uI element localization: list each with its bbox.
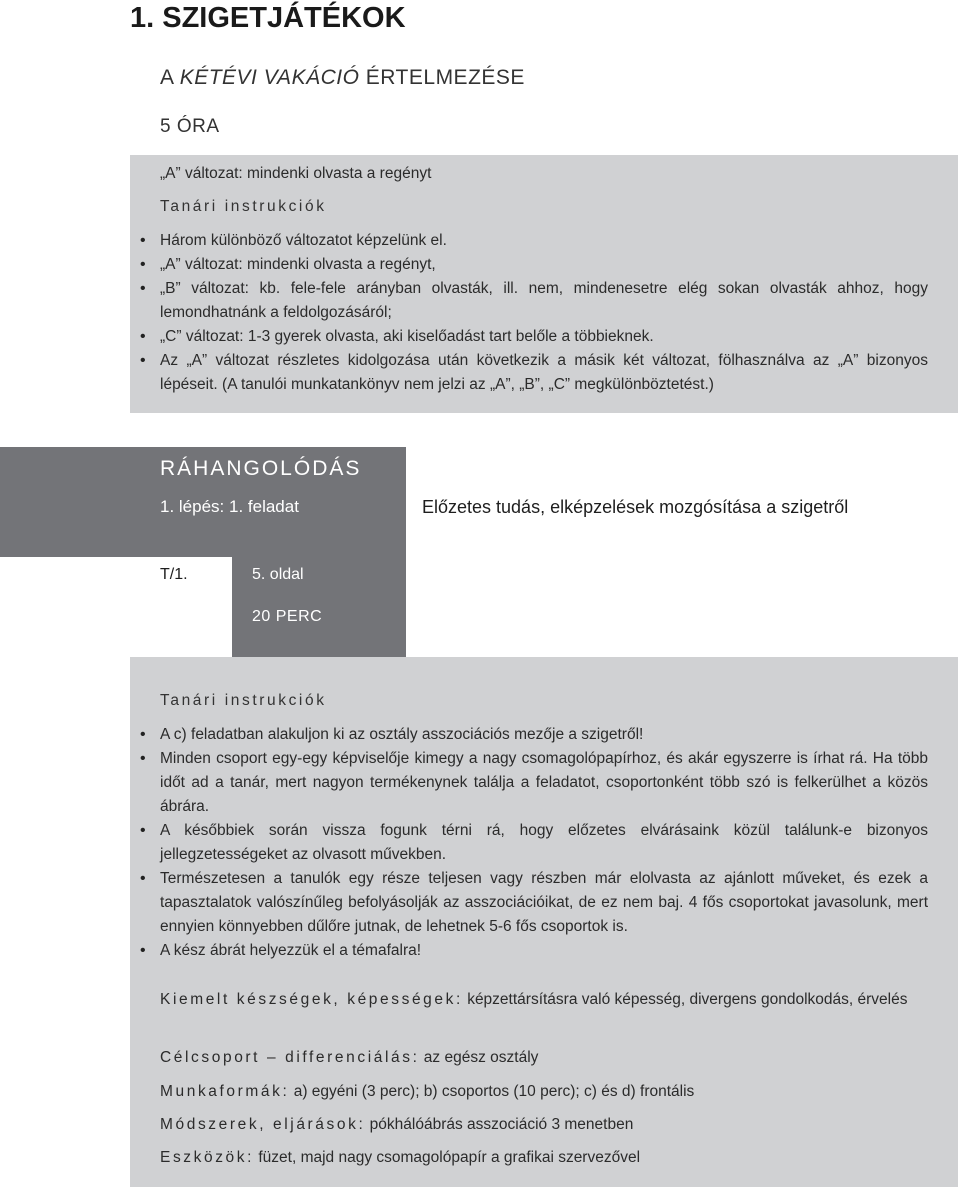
methods-value: pókhálóábrás asszociáció 3 menetben — [369, 1116, 634, 1133]
tools-label: Eszközök: — [160, 1149, 255, 1166]
bullet-list — [160, 229, 928, 397]
list-item: • Az „A” változat részletes kidolgozása után következik a másik két változat, fölhasználva az „A” bizonyos lépéseit. (A tanulói munkatankönyv nem jelzi az „A”, „B”, „C” megkülönböztetést.) — [160, 349, 928, 397]
variant-box — [130, 155, 958, 413]
target-label: Célcsoport – differenciálás: — [160, 1049, 420, 1066]
workforms-value: a) egyéni (3 perc); b) csoportos (10 perc); c) és d) frontális — [293, 1083, 695, 1100]
workforms-line — [160, 1080, 928, 1104]
lesson-title — [160, 66, 525, 90]
target-value: az egész osztály — [423, 1049, 539, 1066]
variant-heading: „A” változat: mindenki olvasta a regényt — [160, 165, 432, 182]
instruction-bullets — [160, 723, 928, 963]
lesson-title-italic: KÉTÉVI VAKÁCIÓ — [179, 66, 360, 89]
variant-bullets — [160, 229, 928, 397]
list-item: • „A” változat: mindenki olvasta a regényt, — [160, 253, 928, 277]
list-item: • A c) feladatban alakuljon ki az osztály asszociációs mezője a szigetről! — [160, 723, 928, 747]
skills-line — [160, 988, 928, 1012]
list-item: • A kész ábrát helyezzük el a témafalra! — [160, 939, 928, 963]
instructions-label: Tanári instrukciók — [160, 692, 327, 709]
task-number: T/1. — [160, 566, 188, 583]
section-title: RÁHANGOLÓDÁS — [160, 457, 362, 480]
list-item: • Természetesen a tanulók egy része teljesen vagy részben már elolvasta az ajánlott műveket, és ezek a tapasztalatok valószínűleg befolyásolják az asszociációikat, de ez nem baj. 4 fős csoportokat javasolunk, mert ennyien könnyebben dűlőre jutnak, de lehetnek 5-6 fős csoportok is. — [160, 867, 928, 939]
list-item: • „C” változat: 1-3 gyerek olvasta, aki kiselőadást tart belőle a többieknek. — [160, 325, 928, 349]
list-item: • „B” változat: kb. fele-fele arányban olvasták, ill. nem, mindenesetre elég sokan olvasták ahhoz, hogy lemondhatnánk a feldolgozásáról; — [160, 277, 928, 325]
bullet-list — [160, 723, 928, 963]
list-item: • A későbbiek során vissza fogunk térni rá, hogy előzetes elvárásaink közül találunk-e bizonyos jellegzetességeket az olvasott művekben. — [160, 819, 928, 867]
skills-value: képzettársításra való képesség, divergens gondolkodás, érvelés — [467, 991, 908, 1008]
methods-label: Módszerek, eljárások: — [160, 1116, 366, 1133]
list-item: • Három különböző változatot képzelünk el. — [160, 229, 928, 253]
target-line — [160, 1046, 928, 1070]
lesson-title-post: ÉRTELMEZÉSE — [359, 66, 525, 89]
lesson-hours: 5 ÓRA — [160, 116, 220, 137]
step-label: 1. lépés: 1. feladat — [160, 497, 299, 516]
tools-line — [160, 1146, 928, 1170]
duration: 20 PERC — [252, 608, 323, 625]
workforms-label: Munkaformák: — [160, 1083, 290, 1100]
page-reference: 5. oldal — [252, 566, 304, 583]
instructions-box — [130, 657, 958, 1187]
tools-value: füzet, majd nagy csomagolópapír a grafikai szervezővel — [258, 1149, 641, 1166]
methods-line — [160, 1113, 928, 1137]
skills-label: Kiemelt készségek, képességek: — [160, 991, 463, 1008]
list-item: • Minden csoport egy-egy képviselője kimegy a nagy csomagolópapírhoz, és akár egyszerre is írhat rá. Ha több időt ad a tanár, mert nagyon termékenynek találja a feladatot, csoportonként több szó is felkerülhet a közös ábrára. — [160, 747, 928, 819]
lesson-title-pre: A — [160, 66, 180, 89]
chapter-title: 1. SZIGETJÁTÉKOK — [130, 2, 406, 34]
instructions-label: Tanári instrukciók — [160, 198, 327, 215]
step-description: Előzetes tudás, elképzelések mozgósítása a szigetről — [422, 497, 849, 517]
